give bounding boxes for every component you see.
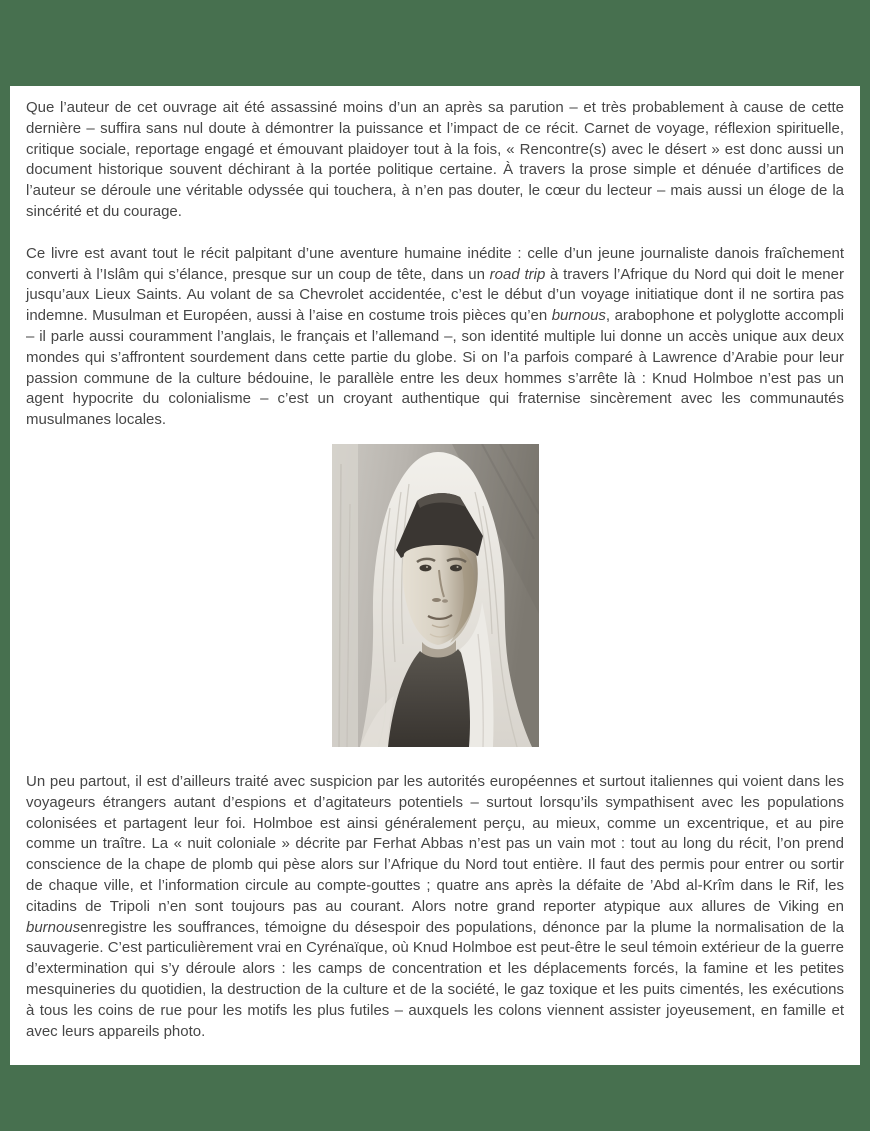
paragraph-colonial-context: [26, 772, 844, 1042]
portrait-photo: [332, 444, 539, 747]
content-card: [10, 86, 860, 1065]
paragraph-story: [26, 244, 844, 431]
text-segment: , arabophone et polyglotte accompli – il parle aussi couramment l’anglais, le français et l’allemand –, son identité multiple lui donne un accès unique aux deux mondes qui s’affrontent sourdement dans cette partie du globe. Si on l’a parfois comparé à Lawrence d’Arabie pour leur passion commune de la culture bédouine, le parallèle entre les deux hommes s’arrête là : Knud Holmboe n’est pas un agent hypocrite du colonialisme – c’est un croyant authentique qui fraternise sincèrement avec les communautés musulmanes locales.: [26, 307, 844, 429]
text-segment: enregistre les souffrances, témoigne du désespoir des populations, dénonce par la plume la normalisation de la sauvagerie. C’est particulièrement vrai en Cyrénaïque, où Knud Holmboe est peut-être le seul témoin extérieur de la guerre d’extermination qui s’y déroule alors : les camps de concentration et les déplacements forcés, la famine et les petites mesquineries du quotidien, la destruction de la culture et de la société, le gaz toxique et les puits cimentés, les exécutions à tous les coins de rue pour les motifs les plus futiles – auxquels les colons viennent assister joyeusement, en famille et avec leurs appareils photo.: [26, 918, 844, 1040]
text-segment: burnous: [551, 307, 606, 325]
text-segment: à travers l’Afrique du Nord qui doit le mener jusqu’aux Lieux Saints. Au volant de sa Chevrolet accidentée, c’est le début d’un voyage initiatique dont il ne sortira pas indemne. Musulman et Européen, aussi à l’aise en costume trois pièces qu’en: [26, 265, 844, 325]
text-segment: road trip: [489, 265, 546, 283]
portrait-photo-figure: [26, 444, 844, 747]
paragraph-intro: [26, 98, 844, 223]
text-segment: Que l’auteur de cet ouvrage ait été assassiné moins d’un an après sa parution – et très probablement à cause de cette dernière – suffira sans nul doute à démontrer la puissance et l’impact de ce récit. Carnet de voyage, réflexion spirituelle, critique sociale, reportage engagé et émouvant plaidoyer tout à la fois, « Rencontre(s) avec le désert » est donc aussi un document historique souvent déchirant à la portée politique certaine. À travers la prose simple et dénuée d’artifices de l’auteur se déroule une véritable odyssée qui touchera, à n’en pas douter, le cœur du lecteur – mais aussi un éloge de la sincérité et du courage.: [26, 99, 844, 220]
text-segment: burnous: [26, 918, 81, 936]
text-segment: Un peu partout, il est d’ailleurs traité avec suspicion par les autorités européennes et surtout italiennes qui voient dans les voyageurs étrangers autant d’espions et d’agitateurs potentiels – surtout lorsqu’ils sympathisent avec les populations colonisées et partagent leur foi. Holmboe est ainsi généralement perçu, au mieux, comme un excentrique, et au pire comme un traître. La « nuit coloniale » décrite par Ferhat Abbas n’est pas un vain mot : tout au long du récit, l’on prend conscience de la chape de plomb qui pèse alors sur l’Afrique du Nord tout entière. Il faut des permis pour entrer ou sortir de chaque ville, et l’information circule au compte-gouttes ; quatre ans après la défaite de ’Abd al-Krîm dans le Rif, les citadins de Tripoli n’en sont toujours pas au courant. Alors notre grand reporter atypique aux allures de Viking en: [26, 772, 844, 915]
text-segment: Ce livre est avant tout le récit palpitant d’une aventure humaine inédite : celle d’un jeune journaliste danois fraîchement converti à l’Islâm qui s’élance, presque sur un coup de tête, dans un: [26, 244, 844, 283]
